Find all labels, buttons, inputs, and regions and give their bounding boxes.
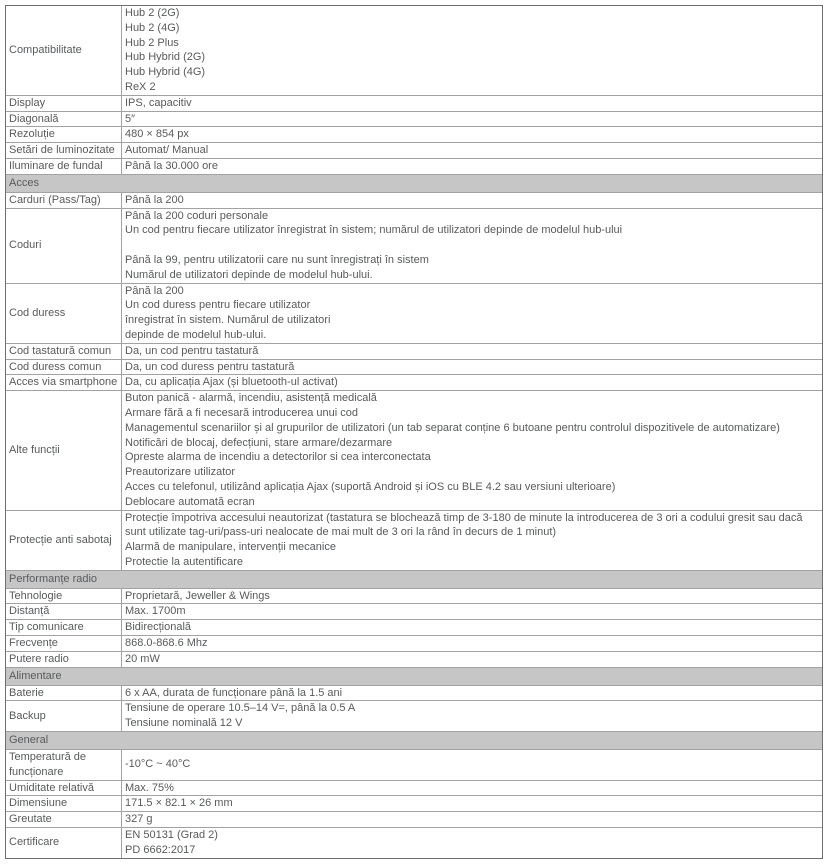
spec-value-line: 20 mW xyxy=(125,652,160,665)
spec-value-line: IPS, capacitiv xyxy=(125,96,192,109)
spec-value xyxy=(122,750,823,781)
spec-value-line: Preautorizare utilizator xyxy=(125,466,236,479)
spec-value-line: Da, un cod duress pentru tastatură xyxy=(125,360,295,373)
spec-label: Acces via smartphone xyxy=(6,375,122,391)
spec-value-line: Notificări de blocaj, defecțiuni, stare armare/dezarmare xyxy=(125,436,393,449)
spec-row xyxy=(6,685,823,701)
spec-label: Tehnologie xyxy=(6,588,122,604)
spec-row xyxy=(6,343,823,359)
spec-label: Frecvențe xyxy=(6,636,122,652)
spec-row xyxy=(6,651,823,667)
spec-label: Alte funcții xyxy=(6,391,122,510)
spec-row xyxy=(6,588,823,604)
spec-value xyxy=(122,208,823,283)
spec-value xyxy=(122,143,823,159)
spec-label: Distanță xyxy=(6,604,122,620)
spec-value-line: -10°C ~ 40°C xyxy=(125,758,191,771)
spec-value-line: 327 g xyxy=(125,813,153,826)
spec-label: Protecție anti sabotaj xyxy=(6,510,122,570)
spec-label: Putere radio xyxy=(6,651,122,667)
spec-row xyxy=(6,391,823,510)
spec-value-line: Max. 75% xyxy=(125,781,174,794)
spec-value xyxy=(122,343,823,359)
spec-label: Cod duress comun xyxy=(6,359,122,375)
spec-value-line: Până la 200 coduri personale xyxy=(125,209,269,222)
spec-label: Display xyxy=(6,95,122,111)
spec-value xyxy=(122,283,823,343)
spec-value xyxy=(122,95,823,111)
spec-value-line: Un cod pentru fiecare utilizator înregistrat în sistem; numărul de utilizatori depinde de modelul hub-ului xyxy=(125,224,623,237)
section-header-row xyxy=(6,732,823,750)
spec-value-line: Hub 2 (4G) xyxy=(125,21,180,34)
spec-label: Iluminare de fundal xyxy=(6,158,122,174)
spec-row xyxy=(6,95,823,111)
spec-value xyxy=(122,391,823,510)
spec-label: Cod duress xyxy=(6,283,122,343)
section-header-row xyxy=(6,667,823,685)
spec-value-line: Opreste alarma de incendiu a detectorilor si cea interconectata xyxy=(125,451,431,464)
spec-row xyxy=(6,359,823,375)
spec-label: Setări de luminozitate xyxy=(6,143,122,159)
spec-value xyxy=(122,620,823,636)
spec-value-line: Alarmă de manipulare, intervenții mecanice xyxy=(125,541,336,554)
spec-value-line: Buton panică - alarmă, incendiu, asistență medicală xyxy=(125,392,377,405)
spec-row xyxy=(6,6,823,96)
spec-value xyxy=(122,158,823,174)
spec-value-line: Protectie la autentificare xyxy=(125,555,244,568)
section-header-row xyxy=(6,570,823,588)
spec-row xyxy=(6,111,823,127)
section-header-label: Performanțe radio xyxy=(6,570,823,588)
spec-label: Diagonală xyxy=(6,111,122,127)
spec-value-line: depinde de modelul hub-ului. xyxy=(125,328,267,341)
spec-value-line: Bidirecțională xyxy=(125,621,192,634)
spec-value-line: Tensiune de operare 10.5–14 V=, până la 0.5 A xyxy=(125,702,356,715)
spec-value-line: ReX 2 xyxy=(125,80,156,93)
spec-value xyxy=(122,510,823,570)
spec-value-line xyxy=(125,238,819,253)
spec-value-line: Protecție împotriva accesului neautorizat (tastatura se blochează timp de 3-180 de minute la introducerea de 3 ori a codului gresit sau dacă sunt utilizate tag-uri/pass-uri nealocate de mai mult de 3 ori la rând în decurs de 1 minut) xyxy=(125,511,803,539)
spec-value-line: Numărul de utilizatori depinde de modelul hub-ului. xyxy=(125,268,373,281)
spec-value-line: Până la 30.000 ore xyxy=(125,159,218,172)
spec-label: Coduri xyxy=(6,208,122,283)
spec-label: Dimensiune xyxy=(6,796,122,812)
spec-value-line: Deblocare automată ecran xyxy=(125,495,255,508)
section-header-label: Alimentare xyxy=(6,667,823,685)
spec-row xyxy=(6,604,823,620)
spec-value-line: Un cod duress pentru fiecare utilizator xyxy=(125,299,311,312)
spec-value-line: 480 × 854 px xyxy=(125,128,189,141)
spec-table xyxy=(5,5,823,859)
spec-value xyxy=(122,359,823,375)
spec-value xyxy=(122,6,823,96)
spec-row xyxy=(6,780,823,796)
spec-value-line: Automat/ Manual xyxy=(125,144,209,157)
spec-value-line: Proprietară, Jeweller & Wings xyxy=(125,589,270,602)
spec-label: Carduri (Pass/Tag) xyxy=(6,192,122,208)
spec-label: Tip comunicare xyxy=(6,620,122,636)
spec-value xyxy=(122,651,823,667)
spec-value-line: PD 6662:2017 xyxy=(125,843,196,856)
spec-value-line: Da, cu aplicația Ajax (și bluetooth-ul activat) xyxy=(125,376,338,389)
spec-value xyxy=(122,828,823,859)
spec-label: Greutate xyxy=(6,812,122,828)
spec-row xyxy=(6,750,823,781)
spec-value xyxy=(122,796,823,812)
spec-label: Rezoluție xyxy=(6,127,122,143)
spec-value-line: înregistrat în sistem. Numărul de utilizatori xyxy=(125,314,331,327)
spec-value-line: Armare fără a fi necesară introducerea unui cod xyxy=(125,406,358,419)
spec-row xyxy=(6,796,823,812)
spec-label: Baterie xyxy=(6,685,122,701)
spec-value-line: Hub Hybrid (2G) xyxy=(125,51,206,64)
spec-value-line: 6 x AA, durata de funcționare până la 1.5 ani xyxy=(125,686,343,699)
spec-value-line: Hub Hybrid (4G) xyxy=(125,66,206,79)
spec-value xyxy=(122,111,823,127)
spec-label: Umiditate relativă xyxy=(6,780,122,796)
spec-value-line: Managementul scenariilor și al grupurilor de utilizatori (un tab separat conține 6 butoane pentru controlul dispozitivele de automatizare) xyxy=(125,421,780,434)
section-header-label: General xyxy=(6,732,823,750)
spec-value-line: 868.0-868.6 Mhz xyxy=(125,637,208,650)
spec-row xyxy=(6,620,823,636)
spec-row xyxy=(6,143,823,159)
spec-value xyxy=(122,701,823,732)
spec-value-line: Până la 99, pentru utilizatorii care nu sunt înregistrați în sistem xyxy=(125,253,429,266)
spec-value xyxy=(122,636,823,652)
spec-value xyxy=(122,192,823,208)
spec-row xyxy=(6,283,823,343)
spec-value xyxy=(122,780,823,796)
spec-value-line: Până la 200 xyxy=(125,284,184,297)
spec-row xyxy=(6,510,823,570)
spec-value-line: Acces cu telefonul, utilizând aplicația Ajax (suportă Android și iOS cu BLE 4.2 sau versiuni ulterioare) xyxy=(125,480,616,493)
spec-row xyxy=(6,812,823,828)
spec-value xyxy=(122,685,823,701)
spec-label: Backup xyxy=(6,701,122,732)
spec-value xyxy=(122,588,823,604)
spec-row xyxy=(6,208,823,283)
spec-value-line: Max. 1700m xyxy=(125,605,186,618)
spec-value-line: Hub 2 (2G) xyxy=(125,7,180,19)
spec-value-line: Până la 200 xyxy=(125,193,184,206)
spec-label: Certificare xyxy=(6,828,122,859)
spec-value-line: Da, un cod pentru tastatură xyxy=(125,344,259,357)
section-header-label: Acces xyxy=(6,174,823,192)
spec-row xyxy=(6,127,823,143)
spec-label: Cod tastatură comun xyxy=(6,343,122,359)
spec-row xyxy=(6,701,823,732)
spec-label: Temperatură de funcționare xyxy=(6,750,122,781)
spec-label: Compatibilitate xyxy=(6,6,122,96)
spec-value-line: Hub 2 Plus xyxy=(125,36,179,49)
spec-value-line: 171.5 × 82.1 × 26 mm xyxy=(125,797,233,810)
spec-value xyxy=(122,127,823,143)
spec-value xyxy=(122,604,823,620)
section-header-row xyxy=(6,174,823,192)
spec-row xyxy=(6,828,823,859)
spec-row xyxy=(6,636,823,652)
spec-value xyxy=(122,375,823,391)
spec-row xyxy=(6,375,823,391)
spec-value-line: EN 50131 (Grad 2) xyxy=(125,829,218,842)
spec-value-line: 5″ xyxy=(125,112,136,125)
spec-row xyxy=(6,158,823,174)
spec-row xyxy=(6,192,823,208)
spec-value-line: Tensiune nominală 12 V xyxy=(125,717,243,730)
spec-value xyxy=(122,812,823,828)
spec-table-body xyxy=(6,6,823,859)
